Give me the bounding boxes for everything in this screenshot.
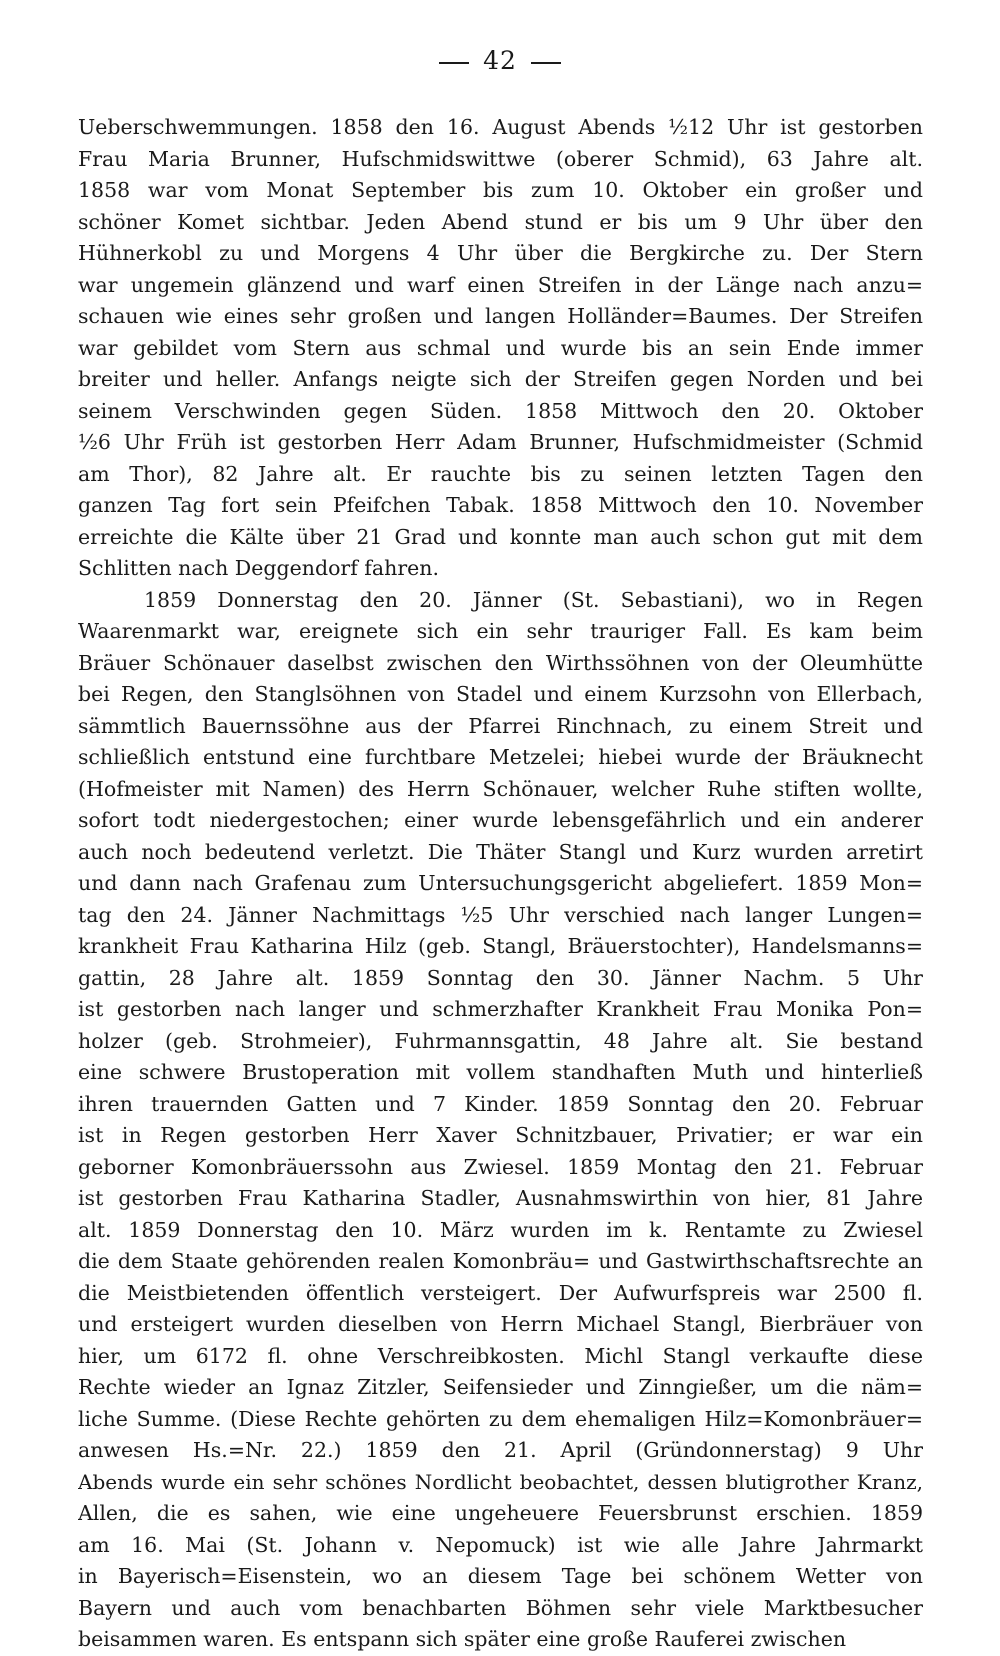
text-line: gattin, 28 Jahre alt. 1859 Sonntag den 30. Jänner Nachm. 5 Uhr (78, 965, 923, 990)
header-dash-left (439, 62, 469, 64)
page-header (0, 46, 1000, 75)
text-line: ist gestorben Frau Katharina Stadler, Ausnahmswirthin von hier, 81 Jahre (78, 1186, 923, 1210)
text-line: bei Regen, den Stanglsöhnen von Stadel und einem Kurzsohn von Ellerbach, (78, 682, 923, 706)
text-line: war ungemein glänzend und warf einen Streifen in der Länge nach anzu= (78, 272, 923, 297)
text-line: in Bayerisch=Eisenstein, wo an diesem Tage bei schönem Wetter von (78, 1564, 923, 1588)
text-line: Bayern und auch vom benachbarten Böhmen sehr viele Marktbesucher (78, 1595, 923, 1620)
text-line: war gebildet vom Stern aus schmal und wurde bis an sein Ende immer (78, 335, 923, 360)
text-line: sofort todt niedergestochen; einer wurde lebensgefährlich und ein anderer (78, 808, 923, 832)
text-line: ½6 Uhr Früh ist gestorben Herr Adam Brunner, Hufschmidmeister (Schmid (78, 430, 923, 454)
text-line: hier, um 6172 fl. ohne Verschreibkosten. Michl Stangl verkaufte diese (78, 1343, 923, 1368)
text-line: die Meistbietenden öffentlich versteigert. Der Aufwurfspreis war 2500 fl. (78, 1280, 923, 1305)
text-line: eine schwere Brustoperation mit vollem standhaften Muth und hinterließ (78, 1060, 923, 1084)
text-line: schauen wie eines sehr großen und langen Holländer=Baumes. Der Streifen (78, 304, 923, 328)
text-line: krankheit Frau Katharina Hilz (geb. Stangl, Bräuerstochter), Handelsmanns= (78, 934, 923, 958)
text-line: beisammen waren. Es entspann sich später eine große Rauferei zwischen (78, 1627, 847, 1651)
text-line: Rechte wieder an Ignaz Zitzler, Seifensieder und Zinngießer, um die näm= (78, 1375, 923, 1399)
text-line: tag den 24. Jänner Nachmittags ½5 Uhr verschied nach langer Lungen= (78, 902, 923, 927)
text-line: am Thor), 82 Jahre alt. Er rauchte bis zu seinen letzten Tagen den (78, 461, 923, 486)
text-line: und dann nach Grafenau zum Untersuchungsgericht abgeliefert. 1859 Mon= (78, 871, 923, 895)
text-line: 1859 Donnerstag den 20. Jänner (St. Sebastiani), wo in Regen (144, 587, 923, 612)
text-line: (Hofmeister mit Namen) des Herrn Schönauer, welcher Ruhe stiften wollte, (78, 776, 923, 801)
text-line: geborner Komonbräuerssohn aus Zwiesel. 1859 Montag den 21. Februar (78, 1154, 923, 1179)
text-line: ist gestorben nach langer und schmerzhafter Krankheit Frau Monika Pon= (78, 997, 923, 1021)
text-line: anwesen Hs.=Nr. 22.) 1859 den 21. April (Gründonnerstag) 9 Uhr (78, 1438, 923, 1462)
text-line: seinem Verschwinden gegen Süden. 1858 Mittwoch den 20. Oktober (78, 398, 923, 423)
text-line: sämmtlich Bauernssöhne aus der Pfarrei Rinchnach, zu einem Streit und (78, 713, 923, 738)
text-line: Hühnerkobl zu und Morgens 4 Uhr über die Bergkirche zu. Der Stern (78, 241, 923, 265)
text-line: Ueberschwemmungen. 1858 den 16. August Abends ½12 Uhr ist gestorben (78, 115, 923, 139)
text-line: Waarenmarkt war, ereignete sich ein sehr trauriger Fall. Es kam beim (78, 619, 923, 643)
text-line: auch noch bedeutend verletzt. Die Thäter Stangl und Kurz wurden arretirt (78, 839, 923, 864)
text-line: Abends wurde ein sehr schönes Nordlicht beobachtet, dessen blutigrother Kranz, (78, 1469, 923, 1494)
text-line: alt. 1859 Donnerstag den 10. März wurden im k. Rentamte zu Zwiesel (78, 1217, 923, 1242)
text-line: Schlitten nach Deggendorf fahren. (78, 556, 439, 580)
text-line: ganzen Tag fort sein Pfeifchen Tabak. 1858 Mittwoch den 10. November (78, 493, 923, 517)
text-line: die dem Staate gehörenden realen Komonbräu= und Gastwirthschaftsrechte an (78, 1249, 923, 1273)
text-line: 1858 war vom Monat September bis zum 10. Oktober ein großer und (78, 178, 923, 202)
text-line: ihren trauernden Gatten und 7 Kinder. 1859 Sonntag den 20. Februar (78, 1091, 923, 1116)
text-line: schöner Komet sichtbar. Jeden Abend stund er bis um 9 Uhr über den (78, 209, 923, 234)
body-text (78, 112, 923, 1656)
text-line: schließlich entstund eine furchtbare Metzelei; hiebei wurde der Bräuknecht (78, 745, 923, 769)
text-line: ist in Regen gestorben Herr Xaver Schnitzbauer, Privatier; er war ein (78, 1123, 923, 1147)
text-line: Frau Maria Brunner, Hufschmidswittwe (oberer Schmid), 63 Jahre alt. (78, 146, 923, 171)
text-line: liche Summe. (Diese Rechte gehörten zu dem ehemaligen Hilz=Komonbräuer= (78, 1406, 923, 1431)
text-line: holzer (geb. Strohmeier), Fuhrmannsgattin, 48 Jahre alt. Sie bestand (78, 1028, 923, 1053)
text-line: breiter und heller. Anfangs neigte sich der Streifen gegen Norden und bei (78, 367, 923, 391)
text-line: Allen, die es sahen, wie eine ungeheuere Feuersbrunst erschien. 1859 (78, 1501, 923, 1525)
text-line: am 16. Mai (St. Johann v. Nepomuck) ist wie alle Jahre Jahrmarkt (78, 1532, 923, 1557)
page-number: 42 (483, 46, 517, 75)
header-dash-right (531, 62, 561, 64)
text-line: erreichte die Kälte über 21 Grad und konnte man auch schon gut mit dem (78, 524, 923, 549)
text-line: Bräuer Schönauer daselbst zwischen den Wirthssöhnen von der Oleumhütte (78, 650, 923, 675)
text-line: und ersteigert wurden dieselben von Herrn Michael Stangl, Bierbräuer von (78, 1312, 923, 1336)
